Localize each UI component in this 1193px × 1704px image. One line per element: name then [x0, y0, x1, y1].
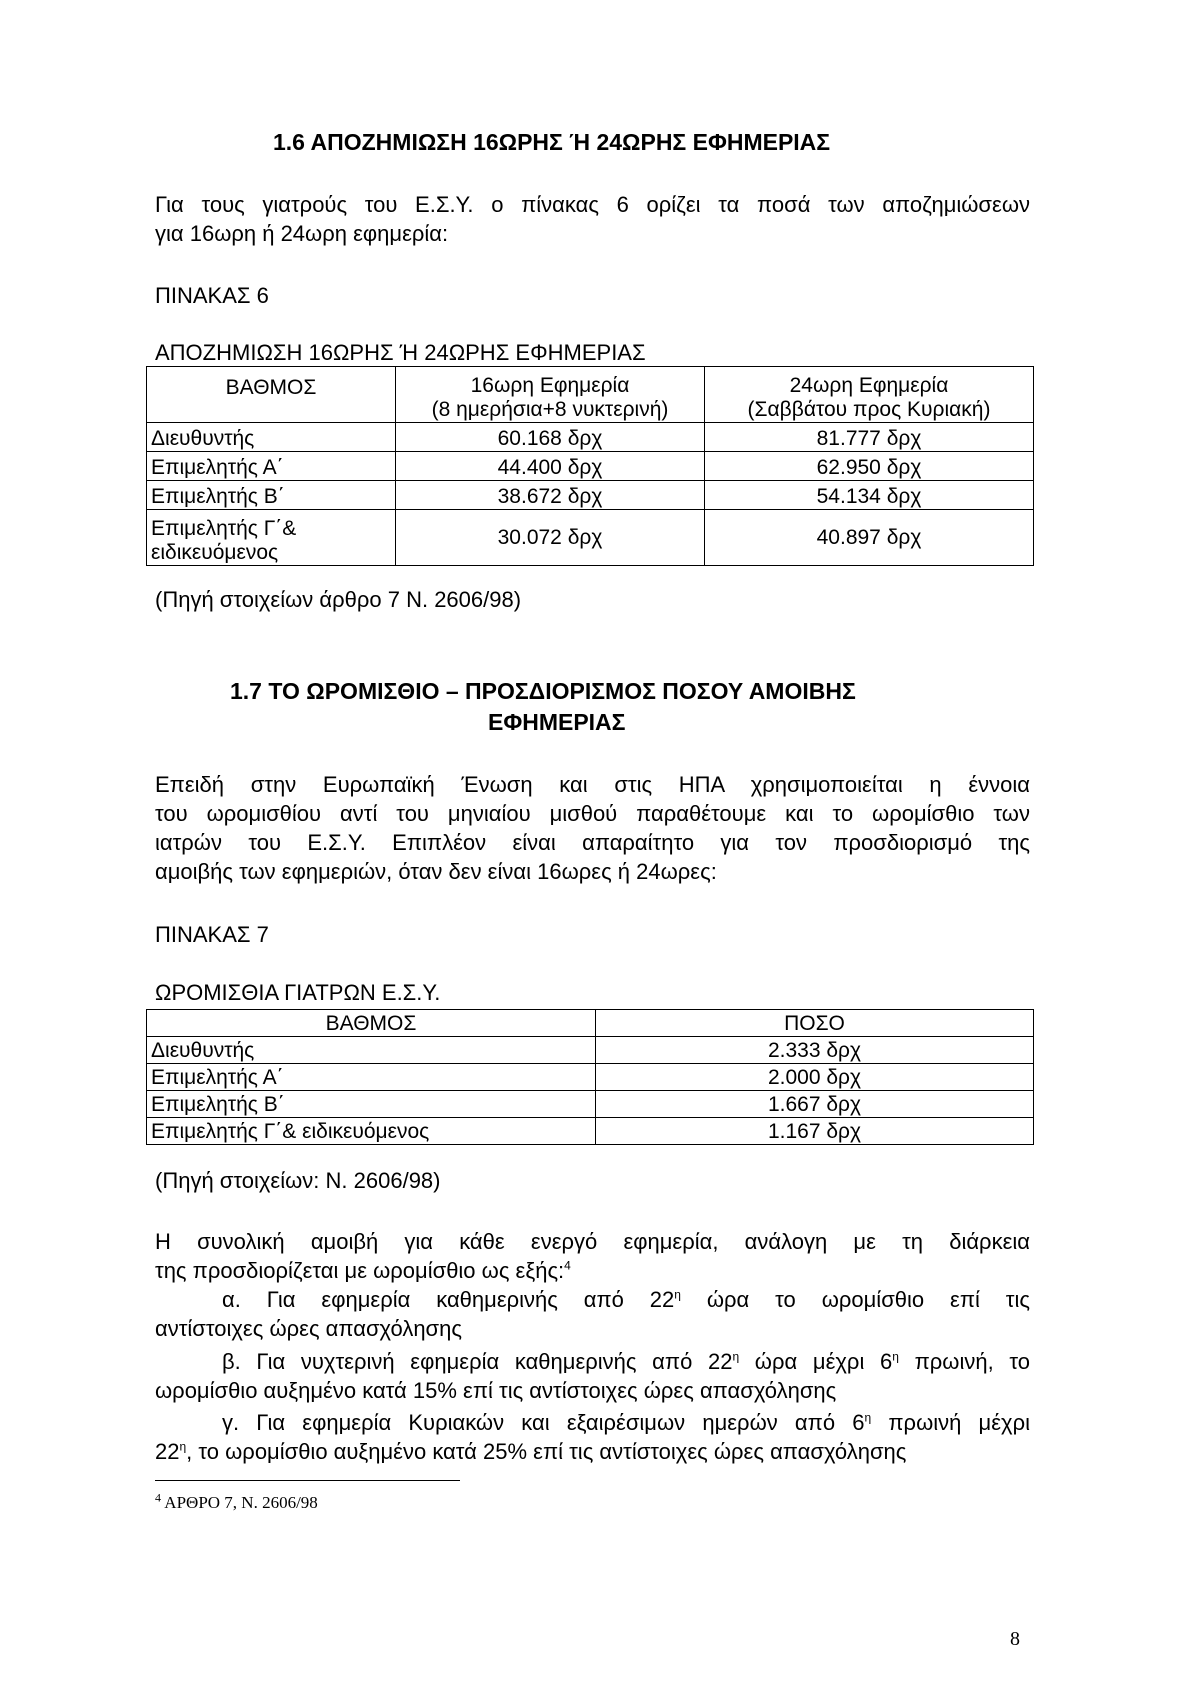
section-17-para-line3: ιατρών του Ε.Σ.Υ. Επιπλέον είναι απαραίτητο για τον προσδιορισμό της: [155, 830, 1030, 855]
item-b-line1: β. Για νυχτερινή εφημερία καθημερινής από $22^\eta$ ώρα μέχρι $6^\eta$ πρωινή, το: [222, 1349, 1030, 1374]
table-7-header-amount: ΠΟΣΟ: [596, 1010, 1034, 1037]
page-number: 8: [1010, 1628, 1020, 1650]
section-17-para-line1: Επειδή στην Ευρωπαϊκή Ένωση και στις ΗΠΑ χρησιμοποιείται η έννοια: [155, 772, 1030, 797]
table-7-header-grade: ΒΑΘΜΟΣ: [147, 1010, 596, 1037]
section-16-heading: 1.6 ΑΠΟΖΗΜΙΩΣΗ 16ΩΡΗΣ Ή 24ΩΡΗΣ ΕΦΗΜΕΡΙΑΣ: [273, 129, 831, 155]
total-text-line2: της προσδιορίζεται με ωρομίσθιο ως εξής:$^4$: [155, 1258, 571, 1283]
item-c-line1: γ. Για εφημερία Κυριακών και εξαιρέσιμων ημερών από $6^\eta$ πρωινή μέχρι: [222, 1410, 1030, 1435]
table-7-source: (Πηγή στοιχείων: Ν. 2606/98): [155, 1168, 441, 1193]
section-17-heading-line1: 1.7 ΤΟ ΩΡΟΜΙΣΘΙΟ – ΠΡΟΣΔΙΟΡΙΣΜΟΣ ΠΟΣΟΥ ΑΜΟΙΒΗΣ: [230, 678, 856, 704]
table-row: Επιμελητής Β΄ 1.667 δρχ: [147, 1091, 1034, 1118]
section-17-para-line2: του ωρομισθίου αντί του μηνιαίου μισθού παραθέτουμε και το ωρομίσθιο των: [155, 801, 1030, 826]
footnote-separator: [155, 1480, 460, 1481]
item-a-line1: α. Για εφημερία καθημερινής από $22^\eta$ ώρα το ωρομίσθιο επί τις: [222, 1287, 1030, 1312]
table-7-label: ΠΙΝΑΚΑΣ 7: [155, 922, 269, 947]
table-row: Διευθυντής 60.168 δρχ 81.777 δρχ: [147, 423, 1034, 452]
section-16-intro-line2: για 16ωρη ή 24ωρη εφημερία:: [155, 221, 449, 246]
table-7: [146, 1009, 1034, 1145]
table-row: Επιμελητής Γ΄& ειδικευόμενος 30.072 δρχ 40.897 δρχ: [147, 510, 1034, 566]
table-6: [146, 366, 1034, 566]
item-a-line2: αντίστοιχες ώρες απασχόλησης: [155, 1316, 462, 1341]
item-c-line2: $22^\eta$, το ωρομίσθιο αυξημένο κατά 25% επί τις αντίστοιχες ώρες απασχόλησης: [155, 1439, 907, 1464]
footnote-ref: 4: [564, 1258, 571, 1273]
table-6-title: ΑΠΟΖΗΜΙΩΣΗ 16ΩΡΗΣ Ή 24ΩΡΗΣ ΕΦΗΜΕΡΙΑΣ: [155, 340, 646, 365]
table-6-header-grade: ΒΑΘΜΟΣ: [147, 367, 396, 423]
table-row: Επιμελητής Β΄ 38.672 δρχ 54.134 δρχ: [147, 481, 1034, 510]
item-b-line2: ωρομίσθιο αυξημένο κατά 15% επί τις αντίστοιχες ώρες απασχόλησης: [155, 1378, 837, 1403]
section-17-heading-line2: ΕΦΗΜΕΡΙΑΣ: [488, 709, 626, 735]
table-7-title: ΩΡΟΜΙΣΘΙΑ ΓΙΑΤΡΩΝ Ε.Σ.Υ.: [155, 980, 441, 1005]
table-6-header-16h: 16ωρη Εφημερία (8 ημερήσια+8 νυκτερινή): [396, 367, 705, 423]
table-6-header-24h: 24ωρη Εφημερία (Σαββάτου προς Κυριακή): [705, 367, 1034, 423]
table-row: Επιμελητής Γ΄& ειδικευόμενος 1.167 δρχ: [147, 1118, 1034, 1145]
total-text-line1: Η συνολική αμοιβή για κάθε ενεργό εφημερία, ανάλογη με τη διάρκεια: [155, 1229, 1030, 1254]
footnote: $^4$ ΑΡΘΡΟ 7, Ν. 2606/98: [155, 1490, 318, 1512]
table-row: Επιμελητής Α΄ 2.000 δρχ: [147, 1064, 1034, 1091]
table-row: Επιμελητής Α΄ 44.400 δρχ 62.950 δρχ: [147, 452, 1034, 481]
section-16-intro-line1: Για τους γιατρούς του Ε.Σ.Υ. ο πίνακας 6 ορίζει τα ποσά των αποζημιώσεων: [155, 192, 1030, 217]
section-17-para-line4: αμοιβής των εφημεριών, όταν δεν είναι 16ωρες ή 24ωρες:: [155, 859, 717, 884]
table-6-label: ΠΙΝΑΚΑΣ 6: [155, 283, 269, 308]
table-row: Διευθυντής 2.333 δρχ: [147, 1037, 1034, 1064]
table-6-source: (Πηγή στοιχείων άρθρο 7 Ν. 2606/98): [155, 587, 522, 612]
